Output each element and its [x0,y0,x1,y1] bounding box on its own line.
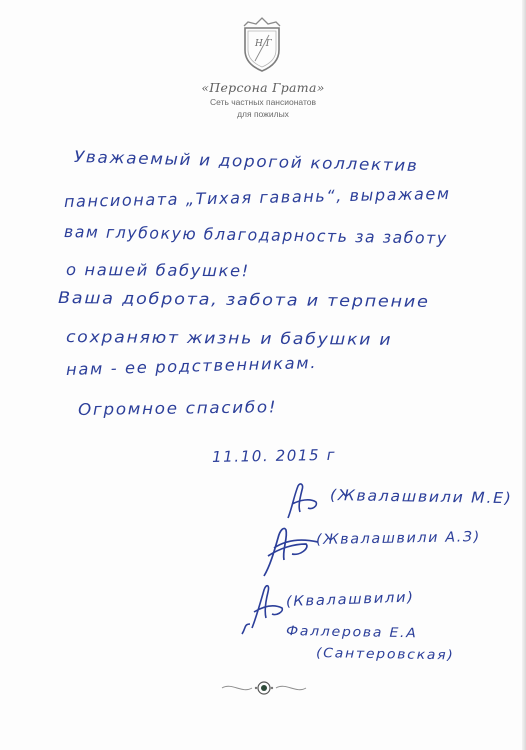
letter-line: вам глубокую благодарность за заботу [63,222,448,248]
letter-line: Уважаемый и дорогой коллектив [73,147,419,176]
crest-monogram-letter-n: Н Г [255,39,272,49]
signature-name-2: (Жвалашвили А.З) [315,529,481,548]
signature-name-1: (Жвалашвили М.Е) [329,486,513,508]
signature-scribble-2-icon [260,520,324,580]
ornament-divider-icon [218,678,310,698]
signature-name-4-note: (Сантеровская) [315,646,455,664]
letter-line: Ваша доброта, забота и терпение [57,288,430,311]
brand-subtitle-line1: Сеть частных пансионатов [209,97,316,107]
letter-line: пансионата „Тихая гавань“, выражаем [63,183,451,211]
letter-line: сохраняют жизнь и бабушки и [65,327,393,349]
letter-line: Огромное спасибо! [77,397,278,419]
brand-subtitle-line2: для пожилых [237,109,289,119]
letter-line: о нашей бабушке! [65,260,250,281]
signature-scribble-1-icon [282,478,332,524]
letter-line: нам - ее родственникам. [65,352,318,379]
letter-date: 11.10. 2015 г [211,445,337,466]
signature-name-4: Фаллерова Е.А [285,624,418,642]
brand-name: «Персона Грата» [201,80,325,95]
signature-name-3: (Квалашвили) [285,589,415,610]
